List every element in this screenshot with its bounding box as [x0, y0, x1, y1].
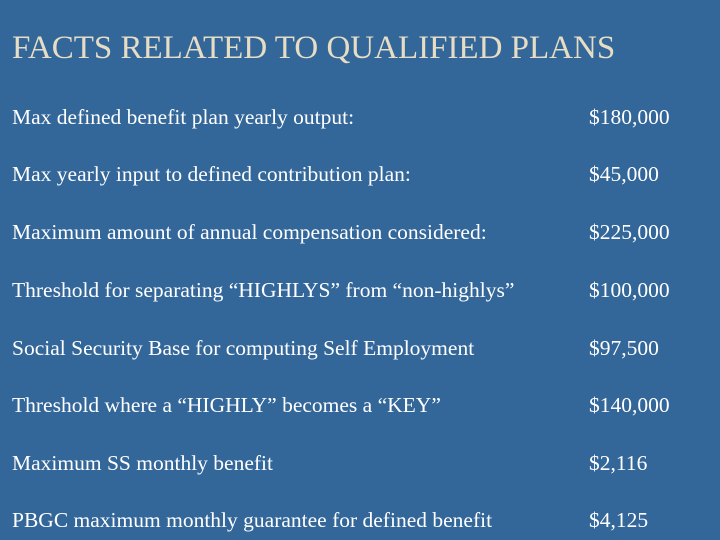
fact-label: Maximum SS monthly benefit: [12, 451, 273, 475]
fact-value: $45,000: [589, 162, 659, 186]
fact-row-pbgc-guarantee: [12, 508, 712, 538]
fact-value: $180,000: [589, 105, 670, 129]
fact-label: PBGC maximum monthly guarantee for defined benefit: [12, 508, 493, 532]
fact-row-max-compensation: [12, 220, 712, 250]
fact-value: $100,000: [589, 278, 670, 302]
fact-row-key-threshold: [12, 393, 712, 423]
fact-label: Max defined benefit plan yearly output:: [12, 105, 355, 129]
fact-value: $225,000: [589, 220, 670, 244]
fact-value: $97,500: [589, 336, 659, 360]
fact-label: Max yearly input to defined contribution plan:: [12, 162, 411, 186]
fact-row-defined-benefit-output: [12, 105, 712, 135]
fact-value: $140,000: [589, 393, 670, 417]
fact-value: $2,116: [589, 451, 648, 475]
fact-label: Maximum amount of annual compensation considered:: [12, 220, 487, 244]
slide-title: FACTS RELATED TO QUALIFIED PLANS: [12, 30, 616, 66]
fact-label: Threshold where a “HIGHLY” becomes a “KEY”: [12, 393, 441, 417]
fact-row-highlys-threshold: [12, 278, 712, 308]
fact-row-social-security-base: [12, 336, 712, 366]
fact-row-defined-contribution-input: [12, 162, 712, 192]
fact-row-ss-monthly-benefit: [12, 451, 712, 481]
fact-label: Social Security Base for computing Self Employment: [12, 336, 475, 360]
fact-value: $4,125: [589, 508, 649, 532]
fact-label: Threshold for separating “HIGHLYS” from “non-highlys”: [12, 278, 515, 302]
